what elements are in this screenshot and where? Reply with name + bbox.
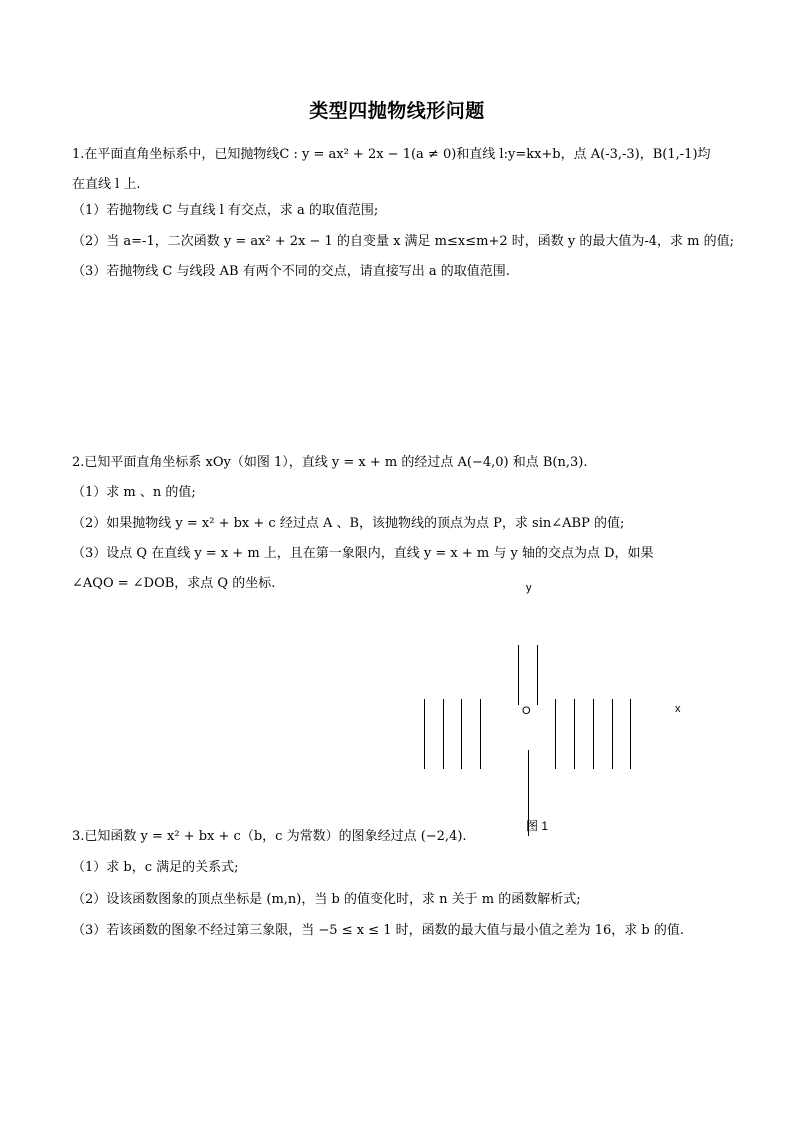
figure-line [630,699,631,769]
problem2-statement: 2.已知平面直角坐标系 xOy（如图 1），直线 y = x + m 的经过点 A(−4,0) 和点 B(n,3). [72,455,588,470]
figure-line [593,699,594,769]
figure-line [443,699,444,769]
problem1-question1: （1）若抛物线 C 与直线 l 有交点，求 a 的取值范围; [72,203,379,218]
page-title: 类型四抛物线形问题 [309,100,485,122]
figure-line [555,699,556,769]
figure-line [424,699,425,769]
problem2-question2: （2）如果抛物线 y = x² + bx + c 经过点 A 、B，该抛物线的顶点为点 P，求 sin∠ABP 的值; [72,516,625,531]
figure-caption: 图 1 [526,819,549,833]
figure-line [612,699,613,769]
figure-line [574,699,575,769]
problem3-question2: （2）设该函数图象的顶点坐标是 (m,n)，当 b 的值变化时，求 n 关于 m 的函数解析式; [72,892,581,907]
y-axis-label: y [526,582,532,594]
problem1-statement-line1: 1.在平面直角坐标系中，已知抛物线C : y = ax² + 2x − 1(a ≠ 0)和直线 l:y=kx+b，点 A(-3,-3)，B(1,-1)均 [72,147,711,162]
problem2-question3-line2: ∠AQO = ∠DOB，求点 Q 的坐标. [72,576,276,591]
origin-label: O [522,705,531,717]
problem2-question3-line1: （3）设点 Q 在直线 y = x + m 上，且在第一象限内，直线 y = x + m 与 y 轴的交点为点 D，如果 [72,546,654,561]
problem3-question1: （1）求 b，c 满足的关系式; [72,860,239,875]
problem1-question2: （2）当 a=-1，二次函数 y = ax² + 2x − 1 的自变量 x 满足 m≤x≤m+2 时，函数 y 的最大值为-4，求 m 的值; [72,234,734,249]
problem2-question1: （1）求 m 、n 的值; [72,485,196,500]
figure-line [461,699,462,769]
problem3-statement: 3.已知函数 y = x² + bx + c（b，c 为常数）的图象经过点 (−2,4). [72,829,467,844]
figure-line [480,699,481,769]
figure-line [537,645,538,705]
problem1-statement-line2: 在直线 l 上. [72,177,141,192]
problem3-question3: （3）若该函数的图象不经过第三象限，当 −5 ≤ x ≤ 1 时，函数的最大值与最小值之差为 16，求 b 的值. [72,923,685,938]
x-axis-label: x [675,703,681,715]
problem1-question3: （3）若抛物线 C 与线段 AB 有两个不同的交点，请直接写出 a 的取值范围. [72,264,510,279]
figure-line [518,645,519,705]
